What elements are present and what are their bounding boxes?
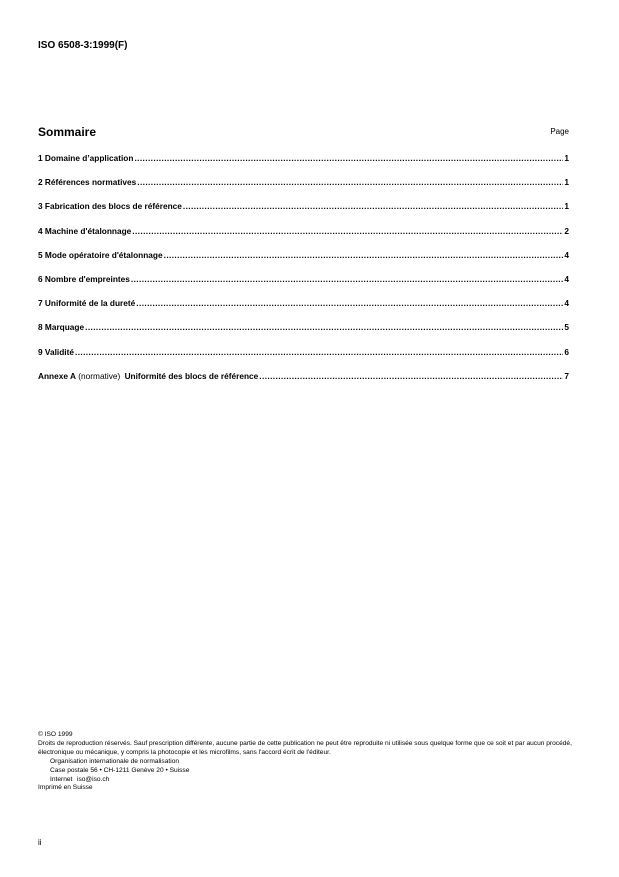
toc-entry-4[interactable] bbox=[38, 226, 569, 250]
toc-entry-5[interactable] bbox=[38, 250, 569, 274]
rights-statement: Droits de reproduction réservés. Sauf prescription différente, aucune partie de cette publication ne peut être reproduite ni utilisée sous quelque forme que ce soit et par aucun procédé, électronique ou mécanique, y compris la photocopie et les microfilms, sans l'accord écrit de l'éditeur. bbox=[38, 739, 572, 756]
toc-leader-dots bbox=[137, 177, 563, 187]
toc-entry-page: 2 bbox=[564, 225, 569, 236]
toc-leader-dots bbox=[259, 371, 563, 381]
toc-entry-page: 1 bbox=[564, 177, 569, 188]
toc-entry-title: 9 Validité bbox=[38, 346, 74, 357]
internet-email: iso@iso.ch bbox=[77, 775, 110, 783]
toc-leader-dots bbox=[164, 250, 564, 260]
toc-entry-page: 6 bbox=[564, 346, 569, 357]
toc-entry-2[interactable] bbox=[38, 177, 569, 201]
toc-entry-page: 7 bbox=[564, 370, 569, 381]
toc-entry-1[interactable] bbox=[38, 153, 569, 177]
page-number: ii bbox=[38, 838, 42, 847]
toc-entry-title: 3 Fabrication des blocs de référence bbox=[38, 201, 182, 212]
toc-entry-page: 4 bbox=[564, 273, 569, 284]
toc-entry-7[interactable] bbox=[38, 298, 569, 322]
toc-leader-dots bbox=[183, 201, 564, 211]
toc-entry-title: 6 Nombre d'empreintes bbox=[38, 273, 130, 284]
toc-title: Sommaire bbox=[38, 125, 97, 139]
toc-entry-page: 1 bbox=[564, 201, 569, 212]
toc-leader-dots bbox=[131, 274, 563, 284]
printed-in: Imprimé en Suisse bbox=[38, 784, 93, 792]
toc-entry-8[interactable] bbox=[38, 322, 569, 346]
toc-entry-title: 8 Marquage bbox=[38, 322, 85, 333]
toc-leader-dots bbox=[75, 347, 563, 357]
toc-entry-title: 2 Références normatives bbox=[38, 177, 137, 188]
toc-leader-dots bbox=[134, 153, 563, 163]
internet-line bbox=[38, 776, 578, 785]
toc-entry-3[interactable] bbox=[38, 201, 569, 225]
toc-entry-page: 4 bbox=[564, 298, 569, 309]
toc-leader-dots bbox=[132, 226, 563, 236]
toc-leader-dots bbox=[85, 322, 563, 332]
toc-annex-text bbox=[38, 371, 258, 381]
copyright-notice bbox=[38, 731, 578, 793]
document-identifier: ISO 6508-3:1999(F) bbox=[38, 40, 128, 51]
toc-annex-title: Uniformité des blocs de référence bbox=[124, 370, 259, 381]
toc-entry-page: 1 bbox=[564, 153, 569, 163]
toc-entry-title: 1 Domaine d’application bbox=[38, 153, 134, 163]
postal-address: Case postale 56 • CH-1211 Genève 20 • Suisse bbox=[50, 766, 190, 774]
toc-entry-annex-a[interactable] bbox=[38, 371, 569, 395]
toc-page-label: Page bbox=[550, 127, 569, 136]
toc-entry-6[interactable] bbox=[38, 274, 569, 298]
table-of-contents bbox=[38, 153, 569, 395]
copyright-line: © ISO 1999 bbox=[38, 731, 73, 738]
toc-annex-label: Annexe A bbox=[38, 370, 76, 381]
toc-leader-dots bbox=[136, 298, 563, 308]
toc-entry-9[interactable] bbox=[38, 347, 569, 371]
toc-entry-page: 5 bbox=[564, 322, 569, 333]
toc-entry-title: 7 Uniformité de la dureté bbox=[38, 298, 136, 309]
toc-entry-title: 5 Mode opératoire d'étalonnage bbox=[38, 249, 163, 260]
toc-header bbox=[38, 125, 569, 141]
toc-entry-page: 4 bbox=[564, 249, 569, 260]
toc-annex-type: (normative) bbox=[78, 370, 121, 381]
organization-name: Organisation internationale de normalisation bbox=[50, 757, 180, 765]
toc-entry-title: 4 Machine d'étalonnage bbox=[38, 225, 132, 236]
internet-label: Internet bbox=[50, 775, 73, 783]
